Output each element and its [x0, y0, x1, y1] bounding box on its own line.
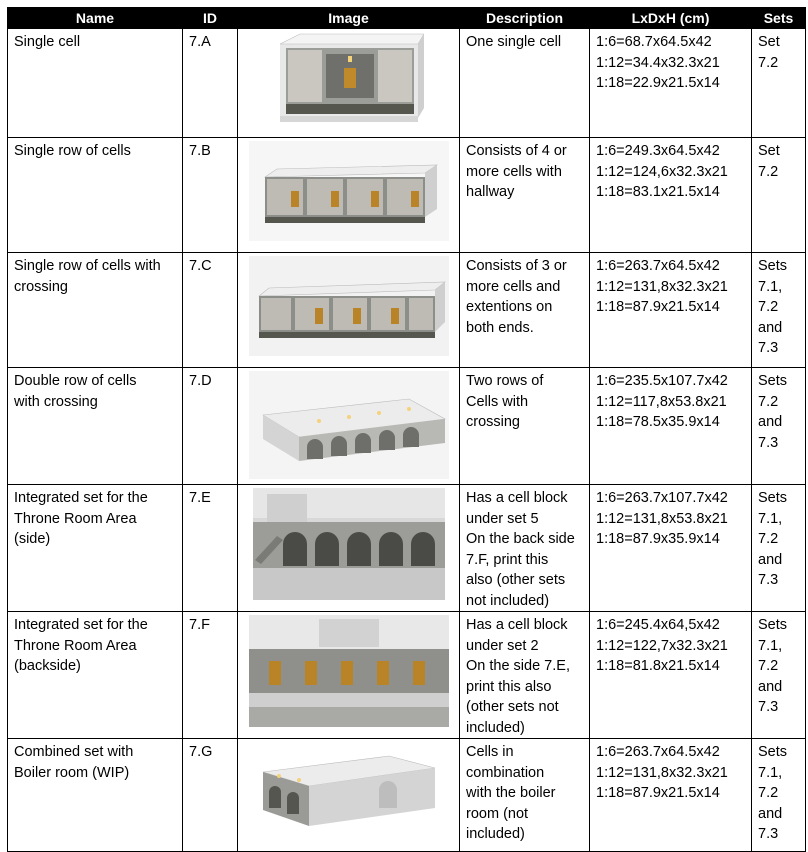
cell-sets: Sets 7.1, 7.2 and 7.3 [752, 739, 806, 852]
cell-sets: Sets 7.1, 7.2 and 7.3 [752, 485, 806, 612]
table-row [8, 739, 806, 852]
sets-table [7, 7, 806, 852]
cell-image [238, 485, 460, 612]
cell-dimensions: 1:6=245.4x64,5x42 1:12=122,7x32.3x21 1:18=81.8x21.5x14 [590, 612, 752, 739]
cell-name: Single cell [8, 29, 183, 138]
cell-id: 7.F [183, 612, 238, 739]
cell-image [238, 739, 460, 852]
cell-sets: Sets 7.2 and 7.3 [752, 368, 806, 485]
cell-dimensions: 1:6=263.7x107.7x42 1:12=131,8x53.8x21 1:18=87.9x35.9x14 [590, 485, 752, 612]
throne-room-backside-render [249, 615, 449, 727]
single-cell-render [274, 32, 424, 130]
table-row [8, 485, 806, 612]
cell-dimensions: 1:6=249.3x64.5x42 1:12=124,6x32.3x21 1:18=83.1x21.5x14 [590, 138, 752, 253]
cell-image [238, 138, 460, 253]
header-id: ID [183, 8, 238, 29]
cell-dimensions: 1:6=68.7x64.5x42 1:12=34.4x32.3x21 1:18=22.9x21.5x14 [590, 29, 752, 138]
cell-dimensions: 1:6=263.7x64.5x42 1:12=131,8x32.3x21 1:18=87.9x21.5x14 [590, 253, 752, 368]
throne-room-side-render [253, 488, 445, 600]
header-description: Description [460, 8, 590, 29]
cell-id: 7.D [183, 368, 238, 485]
table-row [8, 612, 806, 739]
cell-image [238, 368, 460, 485]
header-row [8, 8, 806, 29]
cell-id: 7.C [183, 253, 238, 368]
table-row [8, 138, 806, 253]
cell-name: Single row of cells with crossing [8, 253, 183, 368]
cell-sets: Sets 7.1, 7.2 and 7.3 [752, 612, 806, 739]
header-name: Name [8, 8, 183, 29]
header-image: Image [238, 8, 460, 29]
cell-description: One single cell [460, 29, 590, 138]
table-row [8, 253, 806, 368]
cell-id: 7.G [183, 739, 238, 852]
cell-image [238, 253, 460, 368]
cell-name: Double row of cells with crossing [8, 368, 183, 485]
cell-description: Has a cell block under set 2 On the side 7.E, print this also (other sets not included) [460, 612, 590, 739]
cell-id: 7.E [183, 485, 238, 612]
cell-description: Two rows of Cells with crossing [460, 368, 590, 485]
cell-description: Consists of 3 or more cells and extentions on both ends. [460, 253, 590, 368]
cell-description: Consists of 4 or more cells with hallway [460, 138, 590, 253]
cell-name: Integrated set for the Throne Room Area (backside) [8, 612, 183, 739]
double-row-render [249, 371, 449, 479]
cell-sets: Sets 7.1, 7.2 and 7.3 [752, 253, 806, 368]
cell-name: Integrated set for the Throne Room Area (side) [8, 485, 183, 612]
cell-image [238, 29, 460, 138]
single-row-crossing-render [249, 256, 449, 356]
cell-name: Combined set with Boiler room (WIP) [8, 739, 183, 852]
header-dimensions: LxDxH (cm) [590, 8, 752, 29]
header-sets: Sets [752, 8, 806, 29]
cell-description: Has a cell block under set 5 On the back side 7.F, print this also (other sets not included) [460, 485, 590, 612]
table-row [8, 29, 806, 138]
single-row-render [249, 141, 449, 241]
cell-dimensions: 1:6=263.7x64.5x42 1:12=131,8x32.3x21 1:18=87.9x21.5x14 [590, 739, 752, 852]
cell-name: Single row of cells [8, 138, 183, 253]
cell-image [238, 612, 460, 739]
table-row [8, 368, 806, 485]
cell-dimensions: 1:6=235.5x107.7x42 1:12=117,8x53.8x21 1:18=78.5x35.9x14 [590, 368, 752, 485]
cell-description: Cells in combination with the boiler room (not included) [460, 739, 590, 852]
boiler-room-render [259, 742, 439, 842]
cell-id: 7.A [183, 29, 238, 138]
cell-id: 7.B [183, 138, 238, 253]
cell-sets: Set 7.2 [752, 29, 806, 138]
cell-sets: Set 7.2 [752, 138, 806, 253]
